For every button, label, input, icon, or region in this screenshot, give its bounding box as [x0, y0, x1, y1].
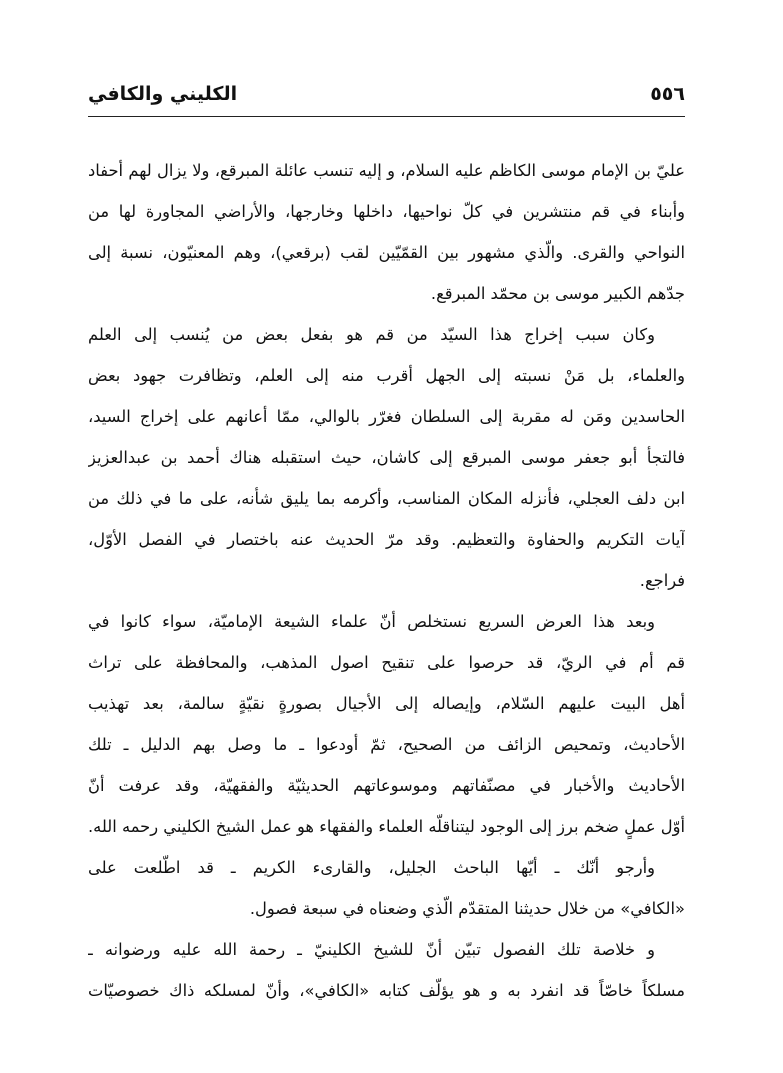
text-line: وبعد هذا العرض السريع نستخلص أنّ علماء الشيعة الإماميّة، سواء كانوا في — [88, 612, 655, 631]
text-line: الأحاديث والأخبار في مصنّفاتهم وموسوعاتهم الحديثيّة والفقهيّة، وقد عرفت أنّ — [88, 776, 685, 795]
page-number: ٥٥٦ — [650, 83, 685, 105]
text-line: وأرجو أنّك ـ أيّها الباحث الجليل، والقارىء الكريم ـ قد اطّلعت على — [88, 858, 655, 877]
text-line: فراجع. — [639, 571, 685, 590]
text-line: والعلماء، بل مَنْ نسبته إلى الجهل أقرب منه إلى العلم، وتظافرت جهود بعض — [88, 366, 685, 385]
running-title: الكليني والكافي — [88, 83, 238, 105]
text-line: وأبناء في قم منتشرين في كلّ نواحيها، داخلها وخارجها، والأراضي المجاورة لها من — [88, 202, 685, 221]
text-line: جدّهم الكبير موسى بن محمّد المبرقع. — [430, 284, 685, 303]
text-line: عليّ بن الإمام موسى الكاظم عليه السلام، و إليه تنسب عائلة المبرقع، ولا يزال لهم أحفاد — [88, 161, 685, 180]
text-line: قم أم في الريّ، قد حرصوا على تنقيح اصول المذهب، والمحافظة على تراث — [88, 653, 685, 672]
body-text — [88, 150, 685, 1011]
text-line: أهل البيت عليهم السّلام، وإيصاله إلى الأجيال بصورةٍ نقيّةٍ سالمة، بعد تهذيب — [88, 694, 685, 713]
text-line: «الكافي» من خلال حديثنا المتقدّم الّذي وضعناه في سبعة فصول. — [249, 899, 685, 918]
text-line: النواحي والقرى. والّذي مشهور بين القمّيّين لقب (برقعي)، وهم المعنيّون، نسبة إلى — [88, 243, 685, 262]
text-line: الحاسدين ومَن له مقربة إلى السلطان فغرّر بالوالي، ممّا أعانهم على إخراج السيد، — [88, 407, 685, 426]
text-line: أوّل عملٍ ضخم برز إلى الوجود ليتناقلّه العلماء والفقهاء هو عمل الشيخ الكليني رحمه الله. — [88, 817, 685, 836]
text-line: مسلكاً خاصّاً قد انفرد به و هو يؤلّف كتابه «الكافي»، وأنّ لمسلكه ذاك خصوصيّات — [88, 981, 685, 1000]
text-line: وكان سبب إخراج هذا السيّد من قم هو بفعل بعض من يُنسب إلى العلم — [88, 325, 655, 344]
text-line: الأحاديث، وتمحيص الزائف من الصحيح، ثمّ أودعوا ـ ما وصل بهم الدليل ـ تلك — [88, 735, 685, 754]
page-header — [88, 72, 685, 117]
text-line: آيات التكريم والحفاوة والتعظيم. وقد مرّ الحديث عنه باختصار في الفصل الأوّل، — [88, 530, 685, 549]
text-line: و خلاصة تلك الفصول تبيّن أنّ للشيخ الكلينيّ ـ رحمة الله عليه ورضوانه ـ — [88, 940, 655, 959]
text-line: فالتجأ أبو جعفر موسى المبرقع إلى كاشان، حيث استقبله هناك أحمد بن عبدالعزيز — [88, 448, 685, 467]
text-line: ابن دلف العجلي، فأنزله المكان المناسب، وأكرمه بما يليق شأنه، على ما في ذلك من — [88, 489, 685, 508]
